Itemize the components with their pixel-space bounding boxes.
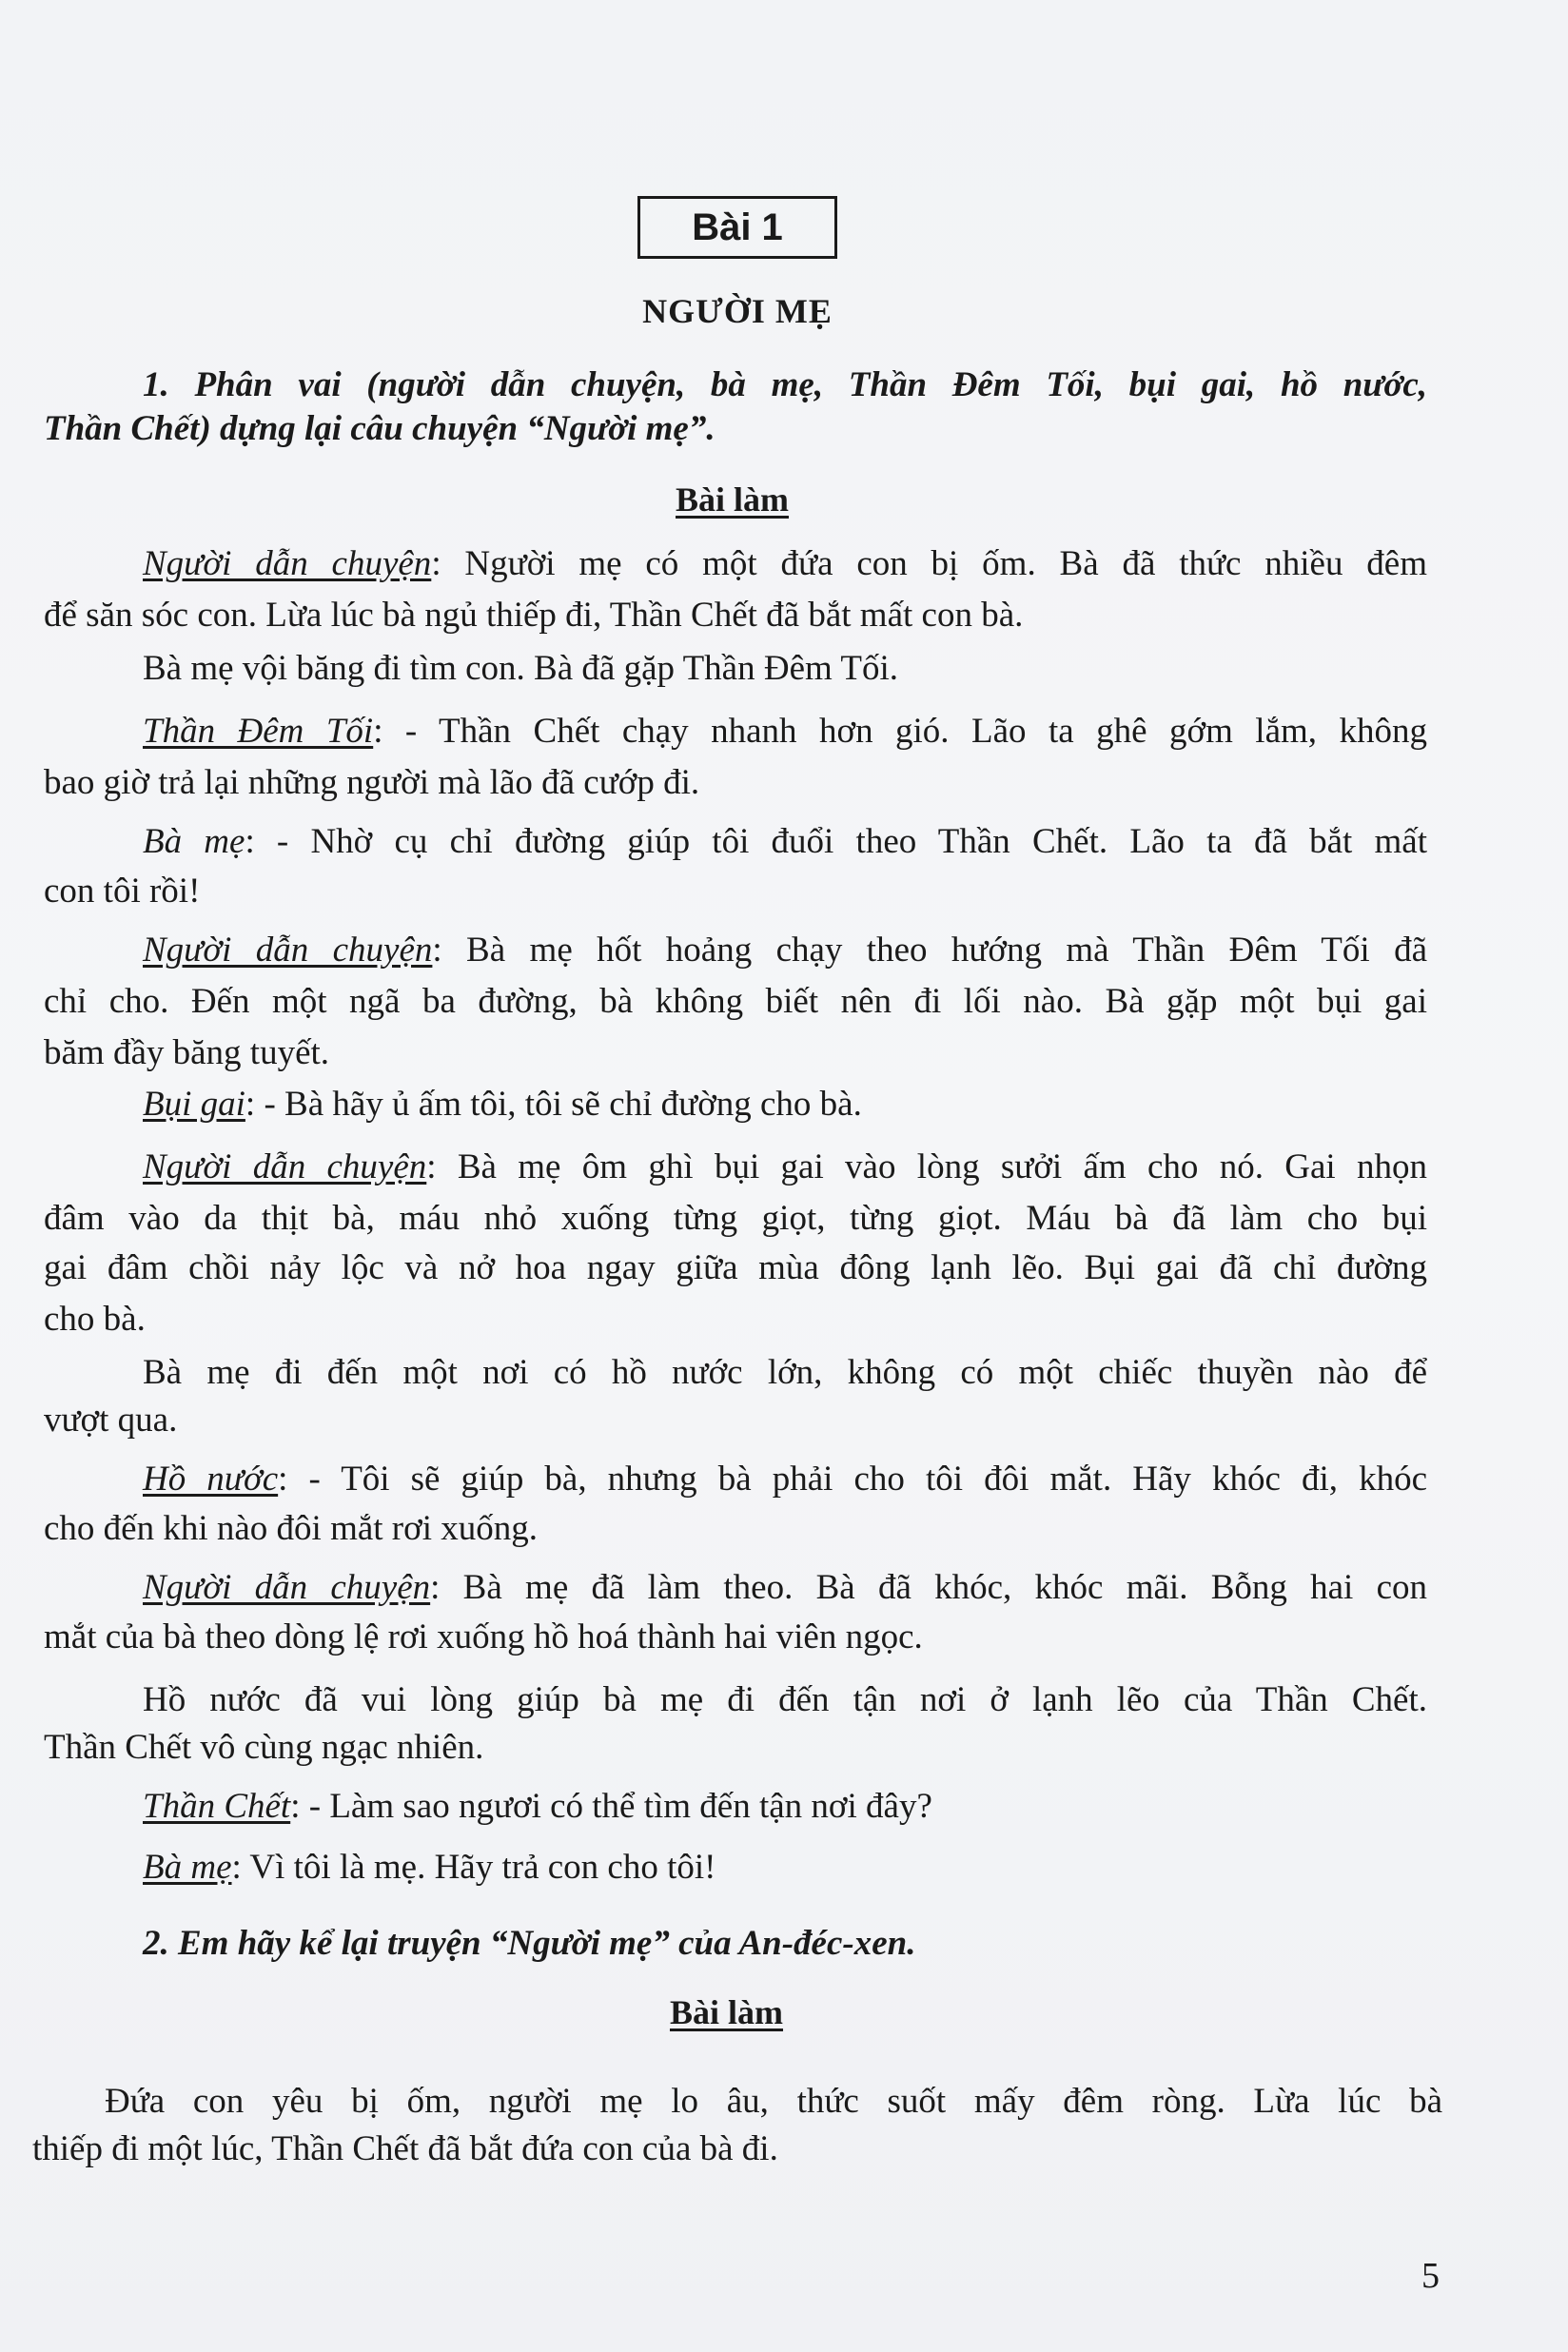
paragraph-line: để săn sóc con. Lừa lúc bà ngủ thiếp đi, Thần Chết đã bắt mất con bà. [44,596,1024,635]
lesson-title: NGƯỜI MẸ [642,292,833,330]
answer-heading-2: Bài làm [670,1993,784,2031]
paragraph-narration: Bà mẹ vội băng đi tìm con. Bà đã gặp Thần Đêm Tối. [143,649,898,688]
speaker-label: Hồ nước [143,1460,279,1499]
paragraph-death-god: Thần Chết: - Làm sao ngươi có thể tìm đến tận nơi đây? [143,1787,932,1826]
paragraph-thorn-bush: Bụi gai: - Bà hãy ủ ấm tôi, tôi sẽ chỉ đường cho bà. [143,1085,862,1124]
paragraph-narration: Hồ nước đã vui lòng giúp bà mẹ đi đến tận nơi ở lạnh lẽo của Thần Chết. [143,1680,1427,1719]
speaker-label: Thần Đêm Tối [143,712,374,751]
speaker-label: Bà mẹ [143,822,245,861]
paragraph-line: bao giờ trả lại những người mà lão đã cướp đi. [44,763,700,802]
paragraph-line: chỉ cho. Đến một ngã ba đường, bà không biết nên đi lối nào. Bà gặp một bụi gai [44,982,1427,1021]
speaker-label: Người dẫn chuyện [143,544,432,583]
question-2: 2. Em hãy kể lại truyện “Người mẹ” của An-đéc-xen. [143,1924,916,1963]
paragraph-narrator-4: Người dẫn chuyện: Bà mẹ đã làm theo. Bà đã khóc, khóc mãi. Bỗng hai con [143,1568,1427,1607]
question-1-line-1: 1. Phân vai (người dẫn chuyện, bà mẹ, Thần Đêm Tối, bụi gai, hồ nước, [143,365,1427,404]
paragraph-line: thiếp đi một lúc, Thần Chết đã bắt đứa con của bà đi. [32,2129,778,2168]
page-number: 5 [1421,2256,1440,2296]
paragraph-narration: Bà mẹ đi đến một nơi có hồ nước lớn, không có một chiếc thuyền nào để [143,1353,1427,1392]
paragraph-line: gai đâm chồi nảy lộc và nở hoa ngay giữa mùa đông lạnh lẽo. Bụi gai đã chỉ đường [44,1248,1427,1287]
paragraph-narrator-3: Người dẫn chuyện: Bà mẹ ôm ghì bụi gai vào lòng sưởi ấm cho nó. Gai nhọn [143,1147,1428,1186]
speaker-label: Bụi gai [143,1085,245,1124]
paragraph-mother-2: Bà mẹ: Vì tôi là mẹ. Hãy trả con cho tôi! [143,1848,716,1887]
speaker-label: Người dẫn chuyện [143,1568,431,1607]
speaker-label: Thần Chết [143,1787,291,1826]
question-1-line-2: Thần Chết) dựng lại câu chuyện “Người mẹ”. [44,409,715,448]
paragraph-line: con tôi rồi! [44,872,201,911]
paragraph-night-god: Thần Đêm Tối: - Thần Chết chạy nhanh hơn gió. Lão ta ghê gớm lắm, không [143,712,1427,751]
speaker-label: Người dẫn chuyện [143,1147,427,1186]
lesson-label: Bài 1 [692,206,783,248]
speaker-label: Người dẫn chuyện [143,931,433,970]
paragraph-narrator-2: Người dẫn chuyện: Bà mẹ hốt hoảng chạy theo hướng mà Thần Đêm Tối đã [143,931,1427,970]
paragraph-story: Đứa con yêu bị ốm, người mẹ lo âu, thức suốt mấy đêm ròng. Lừa lúc bà [105,2082,1442,2121]
paragraph-line: Thần Chết vô cùng ngạc nhiên. [44,1728,484,1767]
paragraph-line: đâm vào da thịt bà, máu nhỏ xuống từng giọt, từng giọt. Máu bà đã làm cho bụi [44,1199,1427,1238]
paragraph-mother-1: Bà mẹ: - Nhờ cụ chỉ đường giúp tôi đuổi theo Thần Chết. Lão ta đã bắt mất [143,822,1427,861]
answer-heading-1: Bài làm [676,480,790,519]
paragraph-line: băm đầy băng tuyết. [44,1033,330,1072]
paragraph-lake: Hồ nước: - Tôi sẽ giúp bà, nhưng bà phải cho tôi đôi mắt. Hãy khóc đi, khóc [143,1460,1427,1499]
paragraph-narrator-1: Người dẫn chuyện: Người mẹ có một đứa con bị ốm. Bà đã thức nhiều đêm [143,544,1427,583]
lesson-box [637,196,837,259]
paragraph-line: cho bà. [44,1300,146,1339]
paragraph-line: vượt qua. [44,1401,178,1440]
paragraph-line: cho đến khi nào đôi mắt rơi xuống. [44,1509,538,1548]
paragraph-line: mắt của bà theo dòng lệ rơi xuống hồ hoá thành hai viên ngọc. [44,1617,923,1656]
speaker-label: Bà mẹ [143,1848,232,1887]
